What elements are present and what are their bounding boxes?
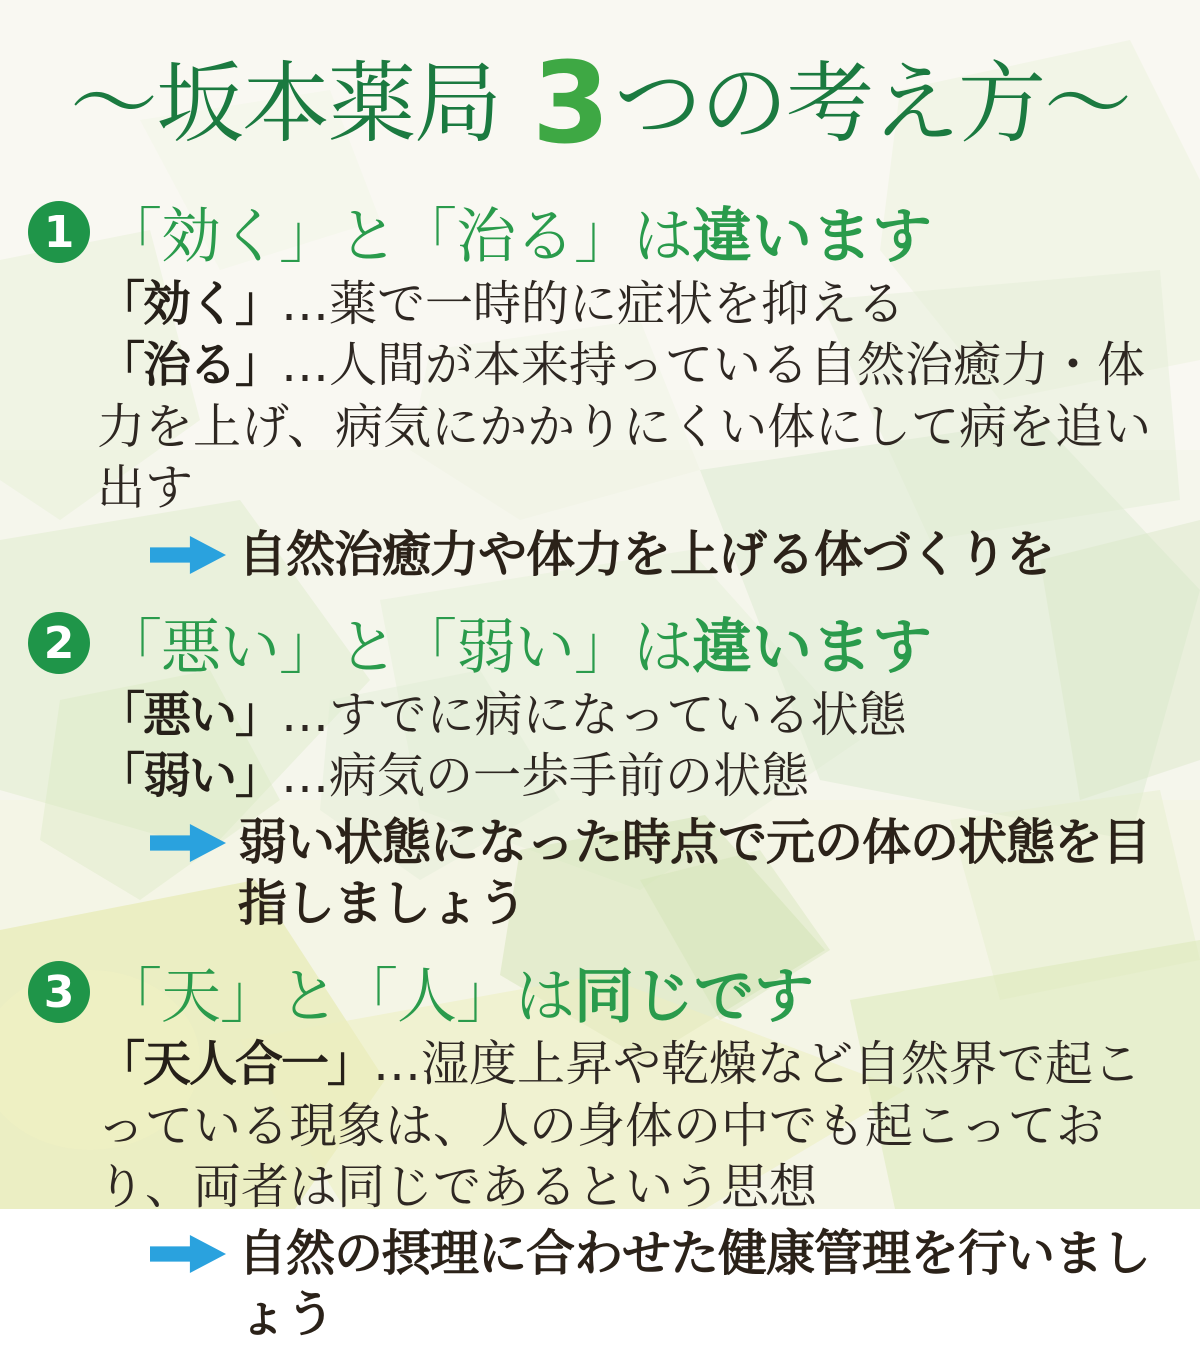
section-3-heading-row <box>0 950 1200 1034</box>
definition-keyword: 「治る」 <box>97 337 282 394</box>
section-3-body <box>97 1034 1175 1218</box>
conclusion-text: 自然治癒力や体力を上げる体づくりを <box>238 525 1055 583</box>
title-number: 3 <box>532 39 608 169</box>
definition-keyword: 「悪い」 <box>97 687 282 743</box>
definition-keyword: 「弱い」 <box>97 748 282 805</box>
section-1-conclusion <box>150 524 1180 585</box>
title-prefix: ～坂本薬局 <box>70 52 527 155</box>
definition-line <box>97 274 1175 335</box>
section-1-heading-main: 「効く」と「治る」は <box>102 202 692 272</box>
section-2-heading-row <box>0 601 1200 685</box>
section-1-body <box>97 274 1175 520</box>
section-2-number: 2 <box>43 617 75 669</box>
section-1 <box>0 190 1200 585</box>
section-1-heading-emphasis: 違います <box>692 202 932 272</box>
section-1-heading-row <box>0 190 1200 274</box>
section-3-heading-emphasis: 同じです <box>574 962 814 1033</box>
definition-text: …病気の一歩手前の状態 <box>281 748 810 805</box>
section-3 <box>0 950 1200 1345</box>
section-1-heading <box>102 189 932 275</box>
section-2-heading-main: 「悪い」と「弱い」は <box>102 613 692 683</box>
page-title <box>0 0 1200 180</box>
definition-line <box>97 335 1175 519</box>
section-1-number-badge <box>28 201 90 263</box>
section-2-conclusion <box>150 812 1180 935</box>
definition-line <box>97 685 1175 746</box>
definition-line <box>97 1034 1175 1218</box>
title-suffix: つの考え方～ <box>613 52 1130 155</box>
section-2-heading-emphasis: 違います <box>692 613 932 683</box>
section-3-heading-main: 「天」と「人」は <box>102 962 574 1033</box>
right-arrow-icon <box>150 534 226 576</box>
definition-line <box>97 746 1175 807</box>
conclusion-text: 自然の摂理に合わせた健康管理を行いましょう <box>238 1224 1151 1343</box>
section-3-number: 3 <box>43 966 75 1018</box>
definition-keyword: 「効く」 <box>97 276 282 332</box>
definition-text: …すでに病になっている状態 <box>281 687 907 743</box>
definition-keyword: 「天人合一」 <box>97 1036 374 1093</box>
definition-text: …湿度上昇や乾燥など自然界で起こっている現象は、人の身体の中でも起こっており、両者は同じであるという思想 <box>97 1036 1142 1216</box>
section-2-heading <box>102 600 932 686</box>
section-2-body <box>97 685 1175 808</box>
right-arrow-icon <box>150 822 226 864</box>
section-3-number-badge <box>28 961 90 1023</box>
section-3-conclusion <box>150 1223 1180 1345</box>
right-arrow-icon <box>150 1233 226 1275</box>
conclusion-text: 弱い状態になった時点で元の体の状態を目指しましょう <box>238 813 1151 933</box>
section-2 <box>0 601 1200 934</box>
definition-text: …人間が本来持っている自然治癒力・体力を上げ、病気にかかりにくい体にして病を追い出す <box>97 337 1152 517</box>
section-2-number-badge <box>28 612 90 674</box>
definition-text: …薬で一時的に症状を抑える <box>281 276 906 332</box>
section-3-heading <box>102 949 814 1035</box>
section-1-number: 1 <box>43 206 75 258</box>
